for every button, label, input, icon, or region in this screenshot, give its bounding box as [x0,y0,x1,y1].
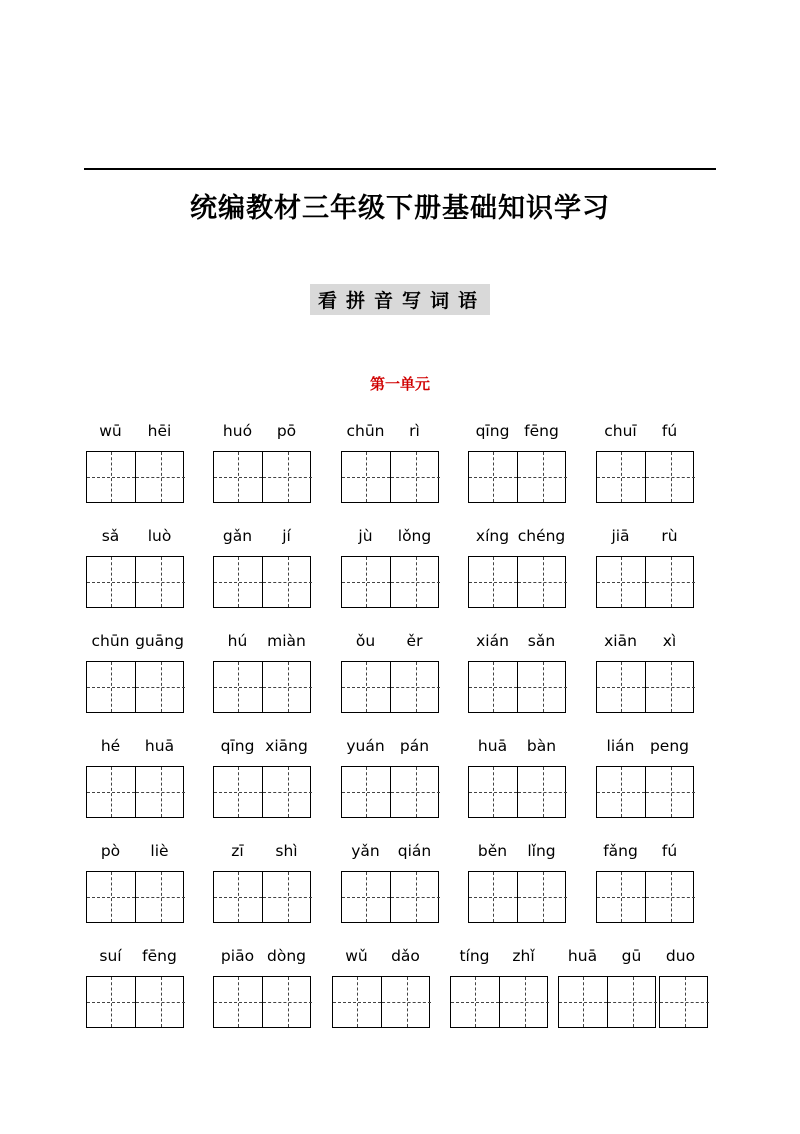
character-cell[interactable] [646,662,695,712]
pinyin-syllable: lǒng [397,527,432,545]
character-cell[interactable] [469,452,518,502]
pinyin-syllable: lǐng [527,842,556,860]
pinyin-syllable: rì [409,422,420,440]
guide-line-horizontal [646,792,695,793]
writing-box[interactable] [341,451,439,503]
pinyin-syllable: wū [99,422,122,440]
character-cell[interactable] [500,977,549,1027]
guide-line-horizontal [469,897,517,898]
guide-line-horizontal [136,897,185,898]
character-cell[interactable] [597,662,646,712]
character-cell[interactable] [391,557,440,607]
character-cell[interactable] [518,557,567,607]
writing-box[interactable] [468,451,566,503]
character-cell[interactable] [263,662,312,712]
pinyin-line [213,526,311,546]
writing-box[interactable] [341,556,439,608]
pinyin-syllable: liè [150,842,169,860]
guide-line-horizontal [559,1002,607,1003]
pinyin-line [86,841,184,861]
character-cell[interactable] [87,662,136,712]
pinyin-syllable: chéng [517,527,566,545]
pinyin-line [596,421,694,441]
writing-box[interactable] [468,661,566,713]
guide-line-horizontal [451,1002,499,1003]
character-cell[interactable] [136,452,185,502]
pinyin-syllable: zī [231,842,244,860]
pinyin-line [341,526,439,546]
pinyin-syllable: gǎn [222,527,253,545]
guide-line-horizontal [333,1002,381,1003]
guide-line-horizontal [608,1002,657,1003]
guide-line-horizontal [87,1002,135,1003]
guide-line-horizontal [469,582,517,583]
pinyin-line [341,631,439,651]
pinyin-line [341,736,439,756]
writing-box[interactable] [213,976,311,1028]
writing-box[interactable] [468,556,566,608]
guide-line-horizontal [342,792,390,793]
character-cell[interactable] [136,767,185,817]
guide-line-horizontal [214,1002,262,1003]
writing-box[interactable] [341,661,439,713]
guide-line-horizontal [391,582,440,583]
pinyin-syllable: chūn [346,422,385,440]
pinyin-syllable: xì [662,632,677,650]
pinyin-line [341,421,439,441]
writing-box[interactable] [468,766,566,818]
character-cell[interactable] [342,557,391,607]
pinyin-line [468,526,566,546]
guide-line-horizontal [214,792,262,793]
guide-line-horizontal [342,477,390,478]
writing-box[interactable] [468,871,566,923]
guide-line-horizontal [136,477,185,478]
guide-line-horizontal [646,897,695,898]
guide-line-horizontal [382,1002,431,1003]
pinyin-syllable: shì [275,842,298,860]
writing-box[interactable] [596,766,694,818]
writing-box[interactable] [86,451,184,503]
character-cell[interactable] [263,872,312,922]
character-cell[interactable] [646,872,695,922]
character-cell[interactable] [518,767,567,817]
guide-line-horizontal [518,477,567,478]
character-cell[interactable] [469,872,518,922]
guide-line-horizontal [214,477,262,478]
pinyin-syllable: jí [282,527,291,545]
character-cell[interactable] [646,557,695,607]
character-cell[interactable] [382,977,431,1027]
pinyin-line [596,736,694,756]
character-cell[interactable] [263,452,312,502]
character-cell[interactable] [469,767,518,817]
pinyin-syllable: jù [358,527,373,545]
character-cell[interactable] [597,767,646,817]
pinyin-syllable: qián [397,842,432,860]
pinyin-line [468,841,566,861]
guide-line-horizontal [87,687,135,688]
pinyin-line [213,841,311,861]
pinyin-line [468,631,566,651]
writing-box[interactable] [596,556,694,608]
guide-line-horizontal [136,1002,185,1003]
character-cell[interactable] [263,767,312,817]
writing-box[interactable] [86,976,184,1028]
pinyin-syllable: pán [399,737,430,755]
character-cell[interactable] [391,872,440,922]
writing-box[interactable] [341,871,439,923]
character-cell[interactable] [333,977,382,1027]
character-cell[interactable] [136,662,185,712]
character-cell[interactable] [136,872,185,922]
page-title: 统编教材三年级下册基础知识学习 [190,193,610,224]
character-cell[interactable] [597,557,646,607]
pinyin-syllable: duo [665,947,696,965]
character-cell[interactable] [391,662,440,712]
guide-line-horizontal [214,687,262,688]
pinyin-syllable: dǎo [391,947,420,965]
pinyin-line [213,946,311,966]
character-cell[interactable] [597,872,646,922]
guide-line-horizontal [646,477,695,478]
character-cell[interactable] [136,977,185,1027]
writing-box[interactable] [558,976,656,1028]
pinyin-syllable: bàn [526,737,557,755]
pinyin-syllable: ǒu [355,632,376,650]
guide-line-horizontal [263,477,312,478]
pinyin-syllable: xíng [475,527,510,545]
pinyin-syllable: yuán [346,737,385,755]
pinyin-syllable: sǎn [527,632,556,650]
guide-line-horizontal [597,792,645,793]
pinyin-syllable: chuī [604,422,637,440]
guide-line-horizontal [263,792,312,793]
guide-line-horizontal [518,897,567,898]
pinyin-syllable: huā [477,737,508,755]
pinyin-line [86,736,184,756]
pinyin-syllable: yǎn [351,842,380,860]
character-cell[interactable] [518,662,567,712]
character-cell[interactable] [87,977,136,1027]
guide-line-horizontal [597,687,645,688]
writing-box[interactable] [450,976,548,1028]
character-cell[interactable] [342,662,391,712]
pinyin-syllable: xiān [604,632,637,650]
guide-line-horizontal [518,687,567,688]
guide-line-horizontal [646,687,695,688]
writing-box[interactable] [341,766,439,818]
character-cell[interactable] [391,767,440,817]
character-cell[interactable] [451,977,500,1027]
pinyin-syllable: guāng [135,632,184,650]
guide-line-horizontal [469,477,517,478]
character-cell[interactable] [214,557,263,607]
character-cell[interactable] [214,977,263,1027]
character-cell[interactable] [263,557,312,607]
pinyin-syllable: tíng [459,947,490,965]
character-cell[interactable] [646,767,695,817]
guide-line-horizontal [87,897,135,898]
pinyin-line [450,946,548,966]
pinyin-syllable: hú [227,632,248,650]
section-subtitle: 看拼音写词语 [310,284,490,315]
character-cell[interactable] [87,557,136,607]
writing-box[interactable] [213,451,311,503]
character-cell[interactable] [518,872,567,922]
writing-box[interactable] [596,661,694,713]
writing-box[interactable] [213,766,311,818]
pinyin-line [213,736,311,756]
character-cell[interactable] [559,977,608,1027]
character-cell[interactable] [342,767,391,817]
writing-box[interactable] [213,556,311,608]
pinyin-line [213,421,311,441]
character-cell[interactable] [597,452,646,502]
guide-line-horizontal [597,582,645,583]
character-cell[interactable] [214,662,263,712]
pinyin-line [468,736,566,756]
pinyin-syllable: chūn [91,632,130,650]
pinyin-syllable: hēi [147,422,172,440]
pinyin-syllable: xiāng [265,737,308,755]
writing-box[interactable] [213,871,311,923]
guide-line-horizontal [342,687,390,688]
writing-box[interactable] [86,871,184,923]
pinyin-syllable: luò [147,527,172,545]
guide-line-horizontal [87,792,135,793]
pinyin-line [86,631,184,651]
character-cell[interactable] [214,452,263,502]
character-cell[interactable] [214,872,263,922]
guide-line-horizontal [136,792,185,793]
pinyin-line [596,841,694,861]
pinyin-line [596,526,694,546]
pinyin-line [86,526,184,546]
guide-line-horizontal [391,897,440,898]
guide-line-horizontal [518,582,567,583]
guide-line-horizontal [597,477,645,478]
character-cell[interactable] [136,557,185,607]
pinyin-syllable: huā [144,737,175,755]
pinyin-line [213,631,311,651]
pinyin-syllable: jiā [611,527,630,545]
pinyin-syllable: qīng [475,422,510,440]
guide-line-horizontal [136,687,185,688]
pinyin-line [341,841,439,861]
writing-box[interactable] [659,976,708,1028]
pinyin-syllable: gū [621,947,642,965]
guide-line-horizontal [391,477,440,478]
unit-heading: 第一单元 [369,375,430,393]
character-cell[interactable] [342,872,391,922]
pinyin-line [468,421,566,441]
pinyin-syllable: piāo [220,947,255,965]
writing-box[interactable] [596,451,694,503]
pinyin-syllable: lián [606,737,635,755]
pinyin-syllable: miàn [267,632,306,650]
writing-box[interactable] [86,766,184,818]
pinyin-syllable: qīng [220,737,255,755]
pinyin-syllable: suí [99,947,122,965]
guide-line-horizontal [597,897,645,898]
pinyin-line [86,421,184,441]
guide-line-horizontal [646,582,695,583]
guide-line-horizontal [87,477,135,478]
guide-line-horizontal [263,582,312,583]
guide-line-horizontal [660,1002,709,1003]
guide-line-horizontal [500,1002,549,1003]
guide-line-horizontal [87,582,135,583]
pinyin-syllable: fú [661,422,678,440]
character-cell[interactable] [660,977,709,1027]
guide-line-horizontal [342,897,390,898]
pinyin-syllable: rù [661,527,678,545]
guide-line-horizontal [263,897,312,898]
pinyin-line [86,946,184,966]
pinyin-syllable: fú [661,842,678,860]
character-cell[interactable] [469,557,518,607]
character-cell[interactable] [518,452,567,502]
character-cell[interactable] [87,872,136,922]
pinyin-syllable: huā [567,947,598,965]
guide-line-horizontal [263,687,312,688]
pinyin-syllable: hé [100,737,121,755]
writing-box[interactable] [332,976,430,1028]
pinyin-syllable: zhǐ [512,947,535,965]
guide-line-horizontal [214,582,262,583]
character-cell[interactable] [342,452,391,502]
pinyin-syllable: wǔ [345,947,368,965]
pinyin-syllable: fēng [524,422,559,440]
guide-line-horizontal [469,792,517,793]
guide-line-horizontal [214,897,262,898]
pinyin-line [332,946,430,966]
pinyin-line [558,946,705,966]
pinyin-syllable: xián [476,632,509,650]
pinyin-syllable: pō [276,422,297,440]
pinyin-syllable: peng [649,737,690,755]
character-cell[interactable] [263,977,312,1027]
character-cell[interactable] [608,977,657,1027]
character-cell[interactable] [87,452,136,502]
pinyin-syllable: dòng [267,947,306,965]
pinyin-syllable: sǎ [101,527,120,545]
pinyin-syllable: huó [222,422,253,440]
character-cell[interactable] [214,767,263,817]
guide-line-horizontal [518,792,567,793]
guide-line-horizontal [342,582,390,583]
writing-box[interactable] [213,661,311,713]
guide-line-horizontal [263,1002,312,1003]
writing-box[interactable] [596,871,694,923]
character-cell[interactable] [646,452,695,502]
character-cell[interactable] [391,452,440,502]
pinyin-syllable: fēng [142,947,177,965]
character-cell[interactable] [469,662,518,712]
writing-box[interactable] [86,556,184,608]
writing-box[interactable] [86,661,184,713]
pinyin-syllable: běn [477,842,508,860]
guide-line-horizontal [391,792,440,793]
guide-line-horizontal [391,687,440,688]
pinyin-syllable: fǎng [603,842,638,860]
guide-line-horizontal [136,582,185,583]
character-cell[interactable] [87,767,136,817]
guide-line-horizontal [469,687,517,688]
pinyin-syllable: ěr [406,632,423,650]
pinyin-syllable: pò [100,842,121,860]
pinyin-line [596,631,694,651]
